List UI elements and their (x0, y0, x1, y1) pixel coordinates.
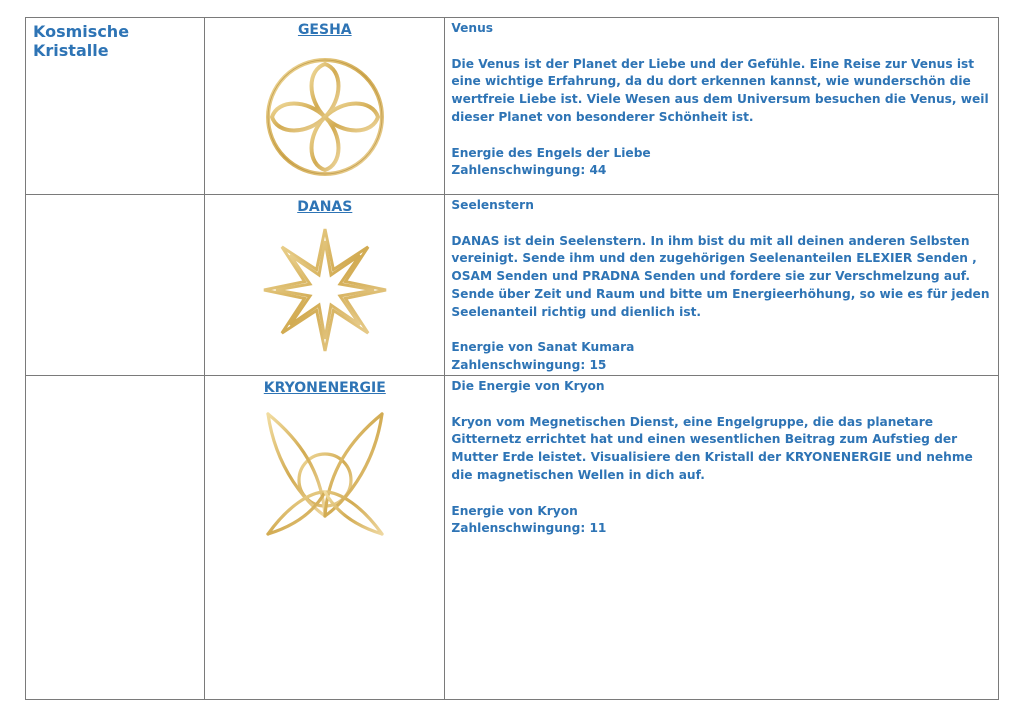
crystal-table (25, 17, 999, 700)
table-row (26, 195, 999, 376)
crystal-name-link[interactable]: GESHA (297, 22, 352, 38)
eight-pointed-star-crystal-icon (260, 225, 390, 355)
crystal-energy: Energie des Engels der Liebe (451, 145, 651, 160)
section-cell (26, 18, 205, 195)
crystal-vibration: Zahlenschwingung: 44 (451, 163, 607, 178)
table-row (26, 18, 999, 195)
crystal-subtitle: Seelenstern (451, 198, 534, 212)
crystal-name-link[interactable]: KRYONENERGIE (263, 379, 386, 396)
crystal-cell (205, 18, 445, 195)
crystal-energy: Energie von Kryon (451, 503, 578, 518)
crystal-vibration: Zahlenschwingung: 11 (451, 521, 607, 536)
crystal-cell (205, 195, 445, 376)
winged-circle-crystal-icon (260, 408, 390, 544)
crystal-description-cell (445, 375, 999, 699)
crystal-energy: Energie von Sanat Kumara (451, 340, 635, 355)
section-title: Kosmische Kristalle (33, 22, 130, 60)
crystal-description: DANAS ist dein Seelenstern. In ihm bist du mit all deinen anderen Selbsten vereinigt. Sende ihm und den zugehörigen Seelenanteilen ELEXIER Senden , OSAM Senden und PRADNA Senden und fordere sie zur Verschmelzung auf. Sende über Zeit und Raum und bitte um Energieerhöhung, so wie es für jeden Seelenanteil richtig und dienlich ist. (451, 233, 990, 319)
crystal-vibration: Zahlenschwingung: 15 (451, 358, 607, 373)
flower-circle-crystal-icon (260, 52, 390, 182)
crystal-subtitle: Die Energie von Kryon (451, 378, 605, 393)
crystal-cell (205, 375, 445, 699)
empty-cell (26, 195, 205, 376)
empty-cell (26, 375, 205, 699)
crystal-name-link[interactable]: DANAS (297, 199, 353, 215)
crystal-description-cell (445, 195, 999, 376)
crystal-subtitle: Venus (451, 21, 494, 35)
crystal-description: Kryon vom Megnetischen Dienst, eine Engelgruppe, die das planetare Gitternetz errichtet hat und einen wesentlichen Beitrag zum Aufstieg der Mutter Erde leistet. Visualisiere den Kristall der KRYONENERGIE und nehme die magnetischen Wellen in dich auf. (451, 414, 973, 482)
crystal-description-cell (445, 18, 999, 195)
table-row (26, 375, 999, 699)
crystal-description: Die Venus ist der Planet der Liebe und der Gefühle. Eine Reise zur Venus ist eine wichtige Erfahrung, da du dort erkennen kannst, wie wunderschön die wertfreie Liebe ist. Viele Wesen aus dem Universum besuchen die Venus, weil dieser Planet von besonderer Schönheit ist. (451, 56, 989, 124)
